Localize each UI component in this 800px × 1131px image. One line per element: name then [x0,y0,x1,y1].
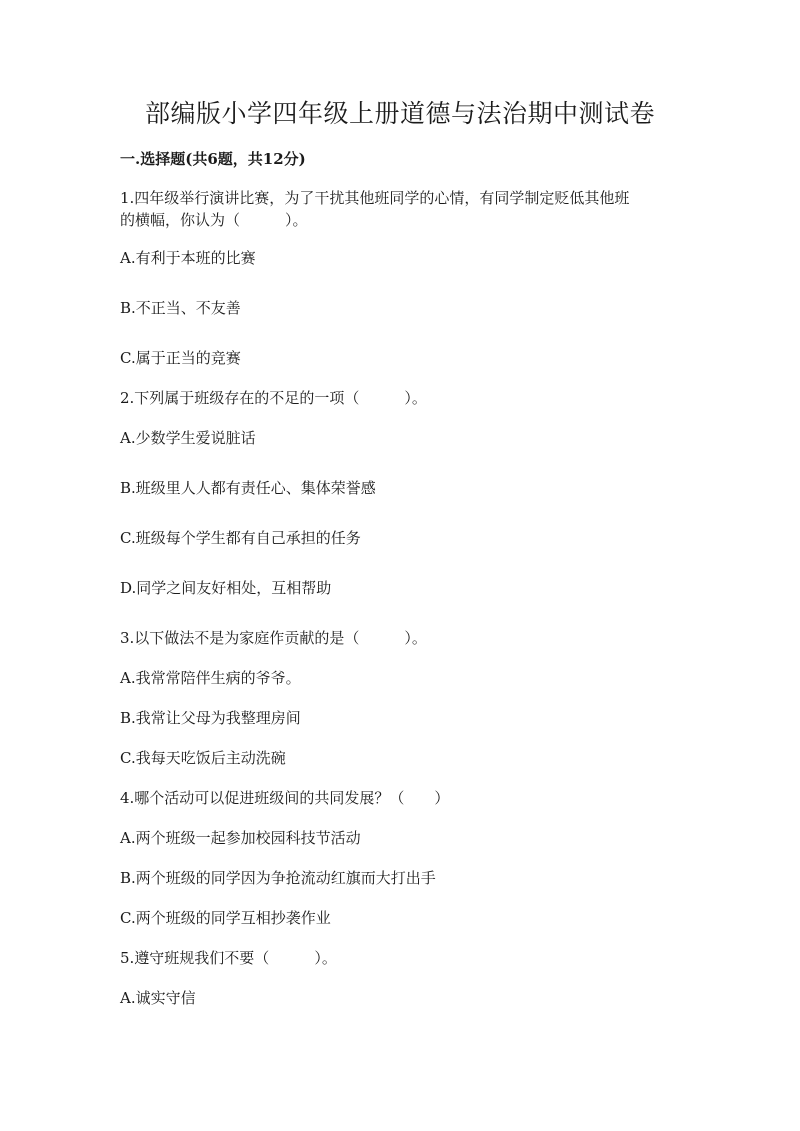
question-2-stem: 2.下列属于班级存在的不足的一项（ ）。 [120,389,427,407]
page-title: 部编版小学四年级上册道德与法治期中测试卷 [144,99,655,128]
question-1-option-b: B.不正当、不友善 [120,299,241,317]
question-4-option-c: C.两个班级的同学互相抄袭作业 [120,909,331,927]
question-1-option-a: A.有利于本班的比赛 [120,249,256,267]
question-1-option-c: C.属于正当的竞赛 [120,349,241,367]
question-4-option-b: B.两个班级的同学因为争抢流动红旗而大打出手 [120,869,436,887]
question-2-option-d: D.同学之间友好相处，互相帮助 [120,579,332,597]
question-1-stem-line-1: 1.四年级举行演讲比赛，为了干扰其他班同学的心情，有同学制定贬低其他班 [120,189,630,207]
question-1-stem-line-2: 的横幅，你认为（ ）。 [120,211,308,229]
question-5-option-a: A.诚实守信 [120,989,196,1007]
question-3-option-b: B.我常让父母为我整理房间 [120,709,301,727]
question-3-option-c: C.我每天吃饭后主动洗碗 [120,749,286,767]
question-2-option-c: C.班级每个学生都有自己承担的任务 [120,529,361,547]
question-4-stem: 4.哪个活动可以促进班级间的共同发展？（ ） [120,789,450,807]
question-5-stem: 5.遵守班规我们不要（ ）。 [120,949,337,967]
question-3-stem: 3.以下做法不是为家庭作贡献的是（ ）。 [120,629,427,647]
section-heading-multiple-choice: 一.选择题(共6题，共12分) [120,150,306,168]
question-2-option-a: A.少数学生爱说脏话 [120,429,256,447]
question-3-option-a: A.我常常陪伴生病的爷爷。 [120,669,301,687]
question-2-option-b: B.班级里人人都有责任心、集体荣誉感 [120,479,376,497]
question-4-option-a: A.两个班级一起参加校园科技节活动 [120,829,361,847]
